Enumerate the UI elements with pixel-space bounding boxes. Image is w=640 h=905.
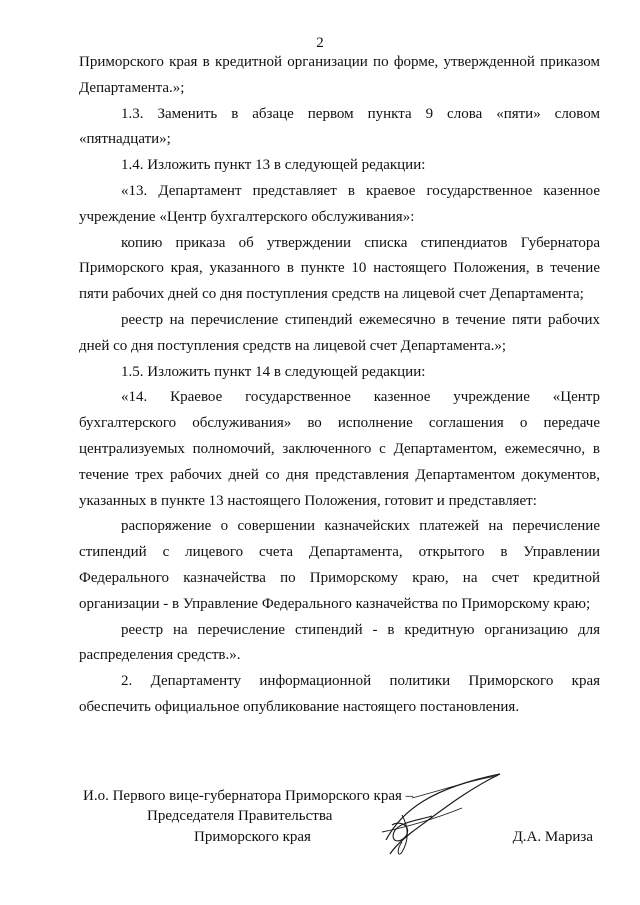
paragraph-continuation: Приморского края в кредитной организации по форме, утвержденной приказом Департамента.»; bbox=[79, 54, 600, 96]
paragraph-1-3: 1.3. Заменить в абзаце первом пункта 9 слова «пяти» словом «пятнадцати»; bbox=[79, 105, 600, 148]
paragraph-registry: реестр на перечисление стипендий ежемесячно в течение пяти рабочих дней со дня поступления средств на лицевой счет Департамента.»; bbox=[79, 311, 600, 354]
signatory-title-line-3: Приморского края bbox=[194, 829, 311, 845]
signatory-title-line-2: Председателя Правительства bbox=[147, 808, 333, 824]
signature-block bbox=[0, 786, 640, 846]
paragraph-item-14: «14. Краевое государственное казенное учреждение «Центр бухгалтерского обслуживания» во исполнение соглашения о передаче централизуемых полномочий, заключенного с Департаментом, ежемесячно, в течение трех рабочих дней со дня представления Департаментом документов, указанных в пункте 13 настоящего Положения, готовит и представляет: bbox=[79, 389, 600, 509]
signatory-title-line-1: И.о. Первого вице-губернатора Приморского края – bbox=[83, 788, 414, 804]
paragraph-item-13: «13. Департамент представляет в краевое государственное казенное учреждение «Центр бухгалтерского обслуживания»: bbox=[79, 182, 600, 225]
paragraph-registry-bank: реестр на перечисление стипендий - в кредитную организацию для распределения средств.». bbox=[79, 621, 600, 664]
signatory-name: Д.А. Мариза bbox=[512, 829, 593, 845]
paragraph-order-copy: копию приказа об утверждении списка стипендиатов Губернатора Приморского края, указанного в пункте 10 настоящего Положения, в течение пяти рабочих дней со дня поступления средств на лицевой счет Департамента; bbox=[79, 234, 600, 303]
paragraph-2: 2. Департаменту информационной политики Приморского края обеспечить официальное опубликование настоящего постановления. bbox=[79, 673, 600, 715]
document-body bbox=[79, 50, 600, 721]
paragraph-payment-order: распоряжение о совершении казначейских платежей на перечисление стипендий с лицевого счета Департамента, открытого в Управлении Федерального казначейства по Приморскому краю, на счет кредитной организации - в Управление Федерального казначейства по Приморскому краю; bbox=[79, 518, 600, 612]
paragraph-1-5: 1.5. Изложить пункт 14 в следующей редакции: bbox=[121, 363, 426, 380]
paragraph-1-4: 1.4. Изложить пункт 13 в следующей редакции: bbox=[121, 157, 426, 174]
page-number: 2 bbox=[316, 35, 324, 51]
